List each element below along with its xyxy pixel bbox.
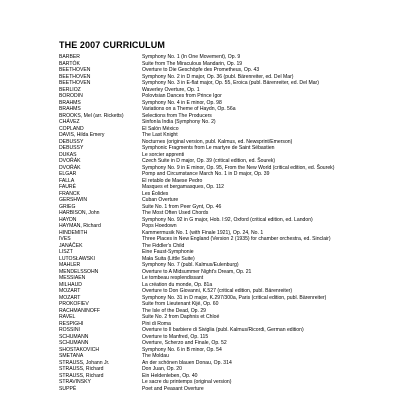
composer-name: BARBER (59, 54, 80, 60)
work-title: Pomp and Circumstance March No. 1 in D major, Op. 39 (142, 171, 270, 177)
composer-name: BROOKS, Mel (arr. Ricketts) (59, 112, 124, 119)
work-title: Le sorcier apprenti (142, 151, 185, 158)
composer-name: HAYMAN, Richard (59, 223, 101, 229)
composer-name: FRANCK (59, 190, 80, 197)
work-title: El retablo de Maese Pedro (142, 177, 203, 184)
composer-name: MILHAUD (59, 281, 82, 288)
work-title: Masques et bergamasques, Op. 112 (142, 184, 225, 190)
composer-name: HAYDN (59, 216, 77, 223)
composer-name: MESSIAEN (59, 275, 86, 281)
composer-name: ELGAR (59, 171, 77, 177)
composer-name: COPLAND (59, 125, 84, 132)
work-title: Overture to Il barbiere di Siviglia (publ. Kalmus/Ricordi, German edition) (142, 327, 304, 333)
work-title: Selections from The Producers (142, 112, 212, 119)
work-title: Overture to A Midsummer Night's Dream, Op. 21 (142, 268, 252, 275)
work-title: Poet and Peasant Overture (142, 385, 204, 392)
composer-name: DEBUSSY (59, 145, 84, 151)
work-title: El Salón México (142, 125, 179, 132)
work-title: Polovtsian Dances from Prince Igor (142, 93, 222, 99)
work-title: Overture to Manfred, Op. 115 (142, 333, 209, 340)
work-title: Ein Heldenleben, Op. 40 (142, 372, 198, 379)
composer-name: MENDELSSOHN (59, 268, 99, 275)
work-title: Czech Suite in D major, Op. 39 (critical edition, ed. Šourek) (142, 158, 276, 164)
work-title: Overture to Don Giovanni, K.527 (critical edition, publ. Bärenreiter) (142, 288, 293, 294)
work-title: Pops Hoedown (142, 223, 177, 229)
work-title: Le sacre du printemps (original version) (142, 379, 232, 385)
work-title: The Moldau (142, 353, 169, 359)
composer-name: BRAHMS (59, 106, 81, 112)
composer-name: MOZART (59, 288, 81, 294)
composer-name: ROSSINI (59, 327, 80, 333)
composer-name: SCHUMANN (59, 333, 89, 340)
composer-name: BARTÓK (59, 60, 80, 67)
work-title: The Isle of the Dead, Op. 29 (142, 307, 206, 314)
work-title: Les Éolides (142, 190, 169, 197)
work-title: Cuban Overture (142, 197, 179, 203)
composer-name: RACHMANINOFF (59, 307, 101, 314)
composer-name: MAHLER (59, 262, 81, 268)
composer-name: MOZART (59, 294, 81, 301)
work-title: La création du monde, Op. 81a (142, 281, 213, 288)
composer-name: RESPIGHI (59, 320, 84, 327)
work-title: Symphony No. 1 (In One Movement), Op. 9 (142, 54, 241, 60)
composer-name: DAVIS, Hilda Emery (59, 132, 105, 138)
composer-name: GRIEG (59, 203, 76, 210)
composer-name: SCHUMANN (59, 340, 89, 346)
work-title: Le tombeau resplendissant (142, 275, 204, 281)
composer-name: STRAUSS, Richard (59, 366, 104, 372)
work-title: Don Juan, Op. 20 (142, 366, 182, 372)
composer-name: GERSHWIN (59, 197, 88, 203)
composer-name: DVOŘÁK (59, 158, 81, 164)
work-title: Suite from Lieutenant Kijé, Op. 60 (142, 301, 219, 307)
composer-name: DEBUSSY (59, 138, 84, 145)
composer-name: JANÁČEK (59, 242, 83, 249)
composer-name: BEETHOVEN (59, 73, 91, 80)
composer-name: BEETHOVEN (59, 67, 91, 73)
composer-name: IVES (59, 236, 71, 242)
composer-name: RAVEL (59, 314, 76, 320)
composer-name: FALLA (59, 177, 75, 184)
work-title: The Fiddler's Child (142, 242, 185, 249)
work-title: Variations on a Theme of Haydn, Op. 56a (142, 106, 236, 112)
work-title: Eine Faust-Symphonie (142, 249, 194, 255)
work-title: Mała Suita (Little Suite) (142, 255, 195, 262)
composer-name: HINDEMITH (59, 229, 88, 236)
work-title: Kammermusik No. 1 (with Finale 1921), Op. 24, No. 1 (142, 229, 264, 236)
composer-name: SUPPÉ (59, 385, 77, 392)
work-title: Suite No. 2 from Daphnis et Chloé (142, 314, 220, 320)
work-title: Pini di Roma (142, 320, 171, 327)
work-title: Symphony No. 6 in B minor, Op. 54 (142, 346, 222, 353)
composer-name: BRAHMS (59, 99, 81, 106)
composer-name: BORODIN (59, 93, 83, 99)
composer-name: DUKAS (59, 151, 77, 158)
work-title: Overture, Scherzo and Finale, Op. 52 (142, 340, 227, 346)
composer-name: STRAUSS, Johann Jr. (59, 359, 110, 366)
work-title: An der schönen blauen Donau, Op. 314 (142, 359, 232, 366)
work-title: Suite from The Miraculous Mandarin, Op. 19 (142, 60, 243, 67)
work-title: Nocturnes (original version, publ. Kalmus, ed. Newsprint/Emerson) (142, 138, 293, 145)
composer-name: PROKOFIEV (59, 301, 89, 307)
work-title: Symphony No. 4 in E minor, Op. 98 (142, 99, 222, 106)
composer-name: STRAUSS, Richard (59, 372, 104, 379)
work-title: Waverley Overture, Op. 1 (142, 86, 200, 93)
composer-name: SHOSTAKOVICH (59, 346, 100, 353)
composer-name: LUTOSŁAWSKI (59, 255, 95, 262)
curriculum-row (59, 386, 400, 393)
work-title: The Most Often Used Chords (142, 210, 209, 216)
work-title: Symphony No. 9 in E minor, Op. 95, From the New World (critical edition, ed. Šourek) (142, 164, 335, 171)
work-title: Symphony No. 7 (publ. Kalmus/Eulenburg) (142, 262, 239, 268)
work-title: Symphonic Fragments from Le martyre de Saint Sébastien (142, 145, 275, 151)
work-title: The Last Knight (142, 132, 178, 138)
composer-name: BEETHOVEN (59, 80, 91, 86)
composer-name: DVOŘÁK (59, 164, 81, 171)
page-title: THE 2007 CURRICULUM (59, 40, 165, 50)
work-title: Symphony No. 92 in G major, Hob. I:92, Oxford (critical edition, ed. Landon) (142, 216, 313, 223)
composer-name: FAURÉ (59, 184, 76, 190)
composer-name: STRAVINSKY (59, 379, 91, 385)
work-title: Suite No. 1 from Peer Gynt, Op. 46 (142, 203, 222, 210)
composer-name: LISZT (59, 249, 73, 255)
work-title: Symphony No. 2 in D major, Op. 36 (publ. Bärenreiter, ed. Del Mar) (142, 73, 294, 80)
composer-name: CHÁVEZ (59, 119, 80, 125)
work-title: Sinfonía India (Symphony No. 2) (142, 119, 216, 125)
work-title: Overture to Die Geschöpfe des Prometheus, Op. 43 (142, 67, 260, 73)
work-title: Three Places in New England (Version 2 (1935) for chamber orchestra, ed. Sinclair) (142, 236, 331, 242)
composer-name: BERLIOZ (59, 86, 81, 93)
work-title: Symphony No. 3 in E-flat major, Op. 55, Eroica (publ. Bärenreiter, ed. Del Mar) (142, 80, 319, 86)
work-title: Symphony No. 31 in D major, K.297/300a, Paris (critical edition, publ. Bärenreiter) (142, 294, 327, 301)
composer-name: SMETANA (59, 353, 84, 359)
composer-name: HARBISON, John (59, 210, 100, 216)
curriculum-list (59, 54, 400, 392)
